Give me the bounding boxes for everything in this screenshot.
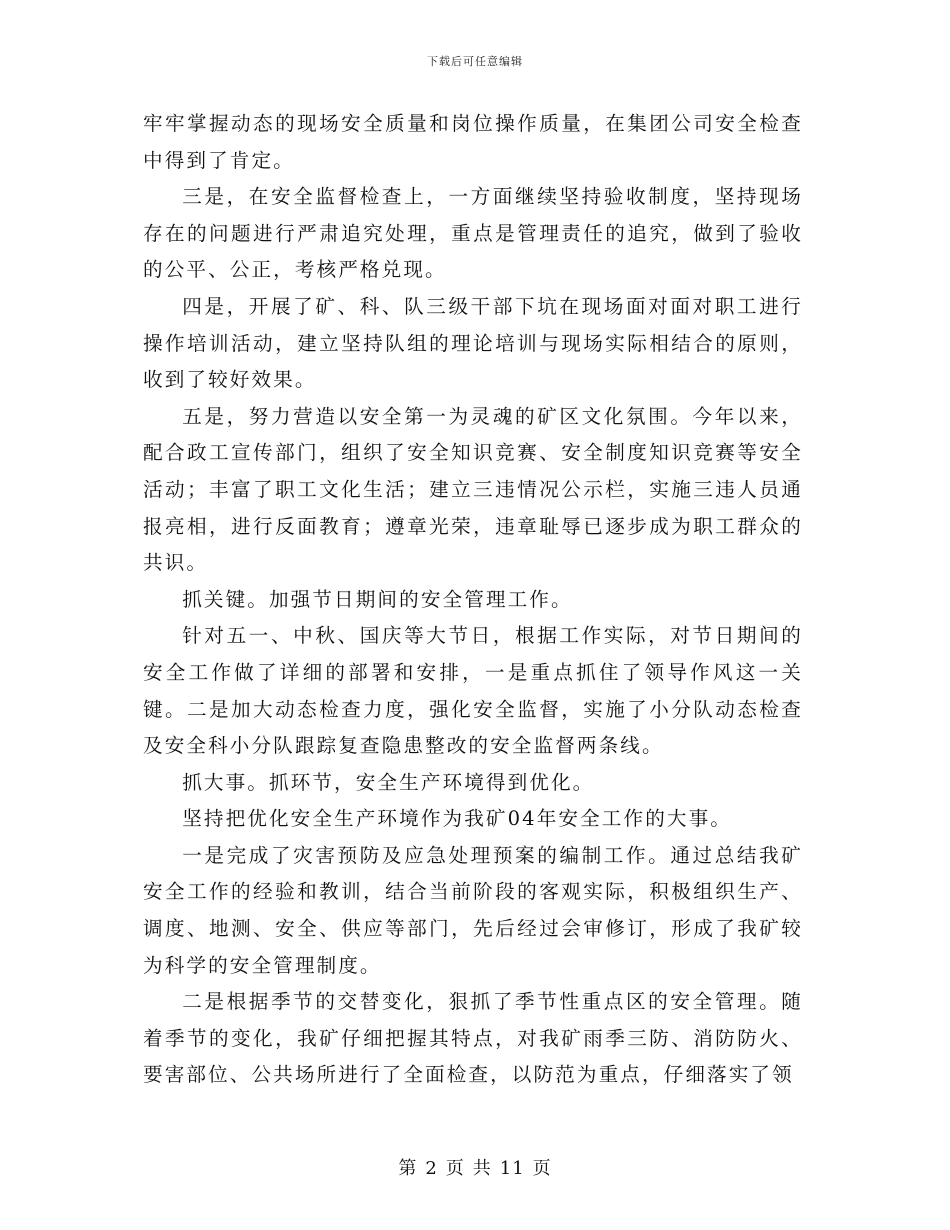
paragraph-3: 五是，努力营造以安全第一为灵魂的矿区文化氛围。今年以来，配合政工宣传部门，组织了安全知识竞赛、安全制度知识竞赛等安全活动；丰富了职工文化生活；建立三违情况公示栏，实施三违人员通报亮相，进行反面教育；遵章光荣，违章耻辱已逐步成为职工群众的共识。 <box>143 404 803 575</box>
paragraph-0: 牢牢掌握动态的现场安全质量和岗位操作质量，在集团公司安全检查中得到了肯定。 <box>143 112 803 172</box>
paragraph-8: 一是完成了灾害预防及应急处理预案的编制工作。通过总结我矿安全工作的经验和教训，结合当前阶段的客观实际，积极组织生产、调度、地测、安全、供应等部门，先后经过会审修订，形成了我矿较为科学的安全管理制度。 <box>143 843 803 977</box>
footer-prefix: 第 <box>398 1158 418 1179</box>
paragraph-9: 二是根据季节的交替变化，狠抓了季节性重点区的安全管理。随着季节的变化，我矿仔细把握其特点，对我矿雨季三防、消防防火、要害部位、公共场所进行了全面检查，以防范为重点，仔细落实了领 <box>143 990 803 1087</box>
page-header-note: 下载后可任意编辑 <box>427 55 523 68</box>
footer-current-page: 2 <box>425 1158 438 1179</box>
paragraph-1: 三是，在安全监督检查上，一方面继续坚持验收制度，坚持现场存在的问题进行严肃追究处理，重点是管理责任的追究，做到了验收的公平、公正，考核严格兑现。 <box>143 185 803 282</box>
paragraph-5: 针对五一、中秋、国庆等大节日，根据工作实际，对节日期间的安全工作做了详细的部署和安排，一是重点抓住了领导作风这一关键。二是加大动态检查力度，强化安全监督，实施了小分队动态检查及安全科小分队跟踪复查隐患整改的安全监督两条线。 <box>143 624 803 758</box>
paragraph-2: 四是，开展了矿、科、队三级干部下坑在现场面对面对职工进行操作培训活动，建立坚持队组的理论培训与现场实际相结合的原则，收到了较好效果。 <box>143 294 803 392</box>
footer-page-word: 页 <box>445 1158 465 1179</box>
paragraph-6: 抓大事。抓环节，安全生产环境得到优化。 <box>182 770 595 794</box>
document-body <box>143 106 803 1094</box>
paragraph-4: 抓关键。加强节日期间的安全管理工作。 <box>182 587 573 611</box>
footer-suffix: 页 <box>532 1158 552 1179</box>
footer-total-pages: 11 <box>499 1158 525 1179</box>
page-footer <box>0 1154 950 1180</box>
paragraph-7: 坚持把优化安全生产环境作为我矿04年安全工作的大事。 <box>182 807 732 831</box>
footer-total-word: 共 <box>472 1158 492 1179</box>
